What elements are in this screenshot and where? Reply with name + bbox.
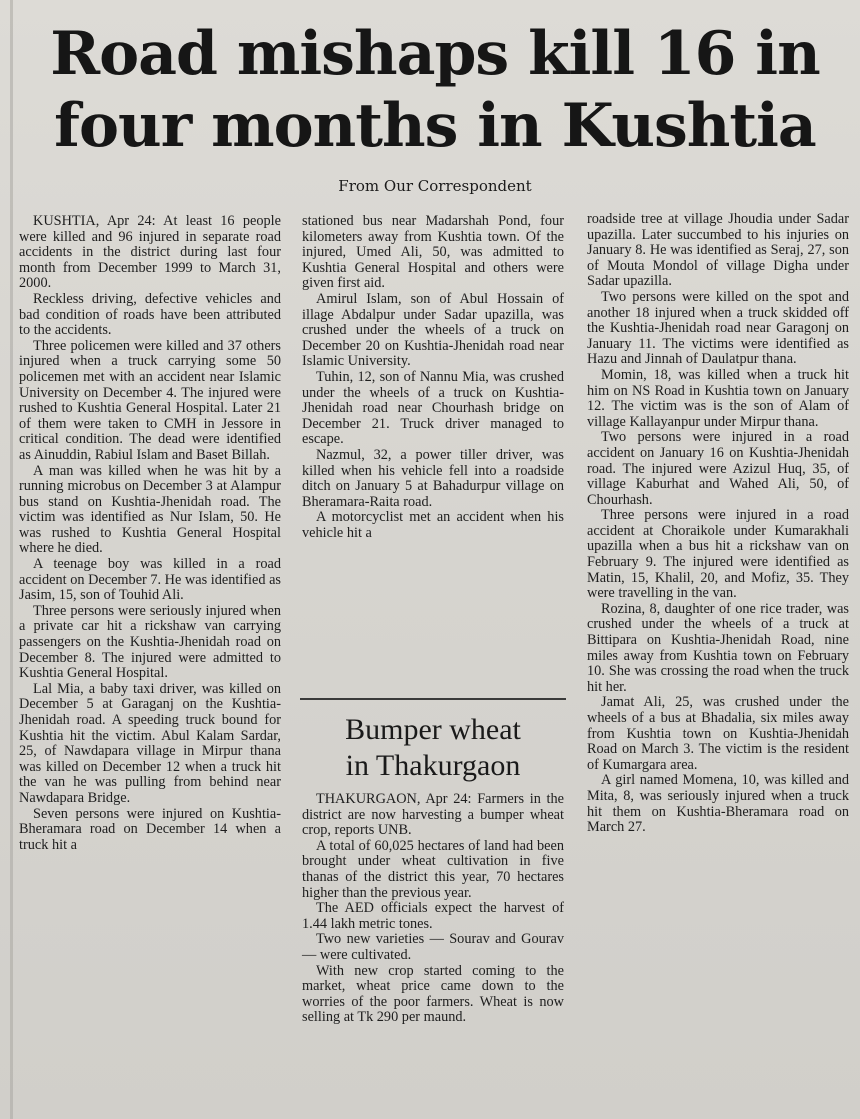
article-column-2 xyxy=(302,214,564,541)
paragraph: Two new varieties — Sourav and Gourav — were cultivated. xyxy=(302,931,564,963)
paragraph: A girl named Momena, 10, was killed and Mita, 8, was seriously injured when a truck hit them on Kushtia-Bheramara road on March 27. xyxy=(587,772,849,836)
sub-headline-line-2: in Thakurgaon xyxy=(345,749,521,782)
article-column-1 xyxy=(19,214,281,853)
page-fold-shadow xyxy=(10,0,13,1119)
paragraph: roadside tree at village Jhoudia under Sadar upazilla. Later succumbed to his injuries on January 8. He was identified as Seraj, 27, son of Mouta Mondol of village Digha under Sadar upazilla. xyxy=(587,211,849,290)
paragraph: The AED officials expect the harvest of 1.44 lakh metric tones. xyxy=(302,900,564,932)
paragraph: Tuhin, 12, son of Nannu Mia, was crushed under the wheels of a truck on Kushtia-Jhenidah road near Chourhash bridge on December 21. Truck driver managed to escape. xyxy=(302,368,564,448)
paragraph: Momin, 18, was killed when a truck hit him on NS Road in Kushtia town on January 12. The victim was is the son of Alam of village Kallayanpur under Mirpur thana. xyxy=(587,366,849,430)
sub-article-headline xyxy=(300,712,566,784)
paragraph: Three policemen were killed and 37 others injured when a truck carrying some 50 policemen met with an accident near Islamic University on December 4. The injured were rushed to Kushtia General Hospital. Later 21 of them were taken to CMH in Jessore in critical condition. The dead were identified as Ainuddin, Rabiul Islam and Baset Billah. xyxy=(19,337,281,463)
paragraph: Three persons were seriously injured when a private car hit a rickshaw van carrying passengers on the Kushtia-Jhenidah road on December 8. The injured were admitted to Kushtia General Hospital. xyxy=(19,602,281,682)
sub-headline-line-1: Bumper wheat xyxy=(345,713,521,746)
paragraph: Seven persons were injured on Kushtia-Bheramara road on December 14 when a truck hit a xyxy=(19,805,281,853)
paragraph: Two persons were killed on the spot and another 18 injured when a truck skidded off the Kushtia-Jhenidah road near Garagonj on January 11. The victims were identified as Hazu and Jinnah of Daulatpur thana. xyxy=(587,288,849,368)
paragraph: A motorcyclist met an accident when his vehicle hit a xyxy=(302,509,564,541)
paragraph: Rozina, 8, daughter of one rice trader, was crushed under the wheels of a truck at Bittipara on Kushtia-Jhenidah Road, nine miles away from Kushtia town on February 10. She was crossing the road when the truck hit her. xyxy=(587,600,849,695)
paragraph: A total of 60,025 hectares of land had been brought under wheat cultivation in five thanas of the district this year, 70 hectares higher than the previous year. xyxy=(302,837,564,901)
paragraph: With new crop started coming to the market, wheat price came down to the worries of the poor farmers. Wheat is now selling at Tk 290 per maund. xyxy=(302,962,564,1026)
headline-line-1: Road mishaps kill 16 in xyxy=(50,19,820,89)
paragraph: Reckless driving, defective vehicles and bad condition of roads have been attributed to the accidents. xyxy=(19,290,281,339)
paragraph: THAKURGAON, Apr 24: Farmers in the district are now harvesting a bumper wheat crop, reports UNB. xyxy=(302,791,564,839)
paragraph: Lal Mia, a baby taxi driver, was killed on December 5 at Garaganj on the Kushtia-Jhenidah road. A speeding truck bound for Kushtia hit the victim. Abul Kalam Sardar, 25, of Nawdapara village in Mirpur thana was killed on December 12 when a truck hit the van he was pulling from behind near Nawdapara Bridge. xyxy=(19,680,281,806)
paragraph: A man was killed when he was hit by a running microbus on December 3 at Alampur bus stand on Kushtia-Jhenidah road. The victim was identified as Nur Islam, 50. He was rushed to Kushtia General Hospital where he died. xyxy=(19,462,281,557)
paragraph: KUSHTIA, Apr 24: At least 16 people were killed and 96 injured in separate road accidents in the district during last four month from December 1999 to March 31, 2000. xyxy=(19,213,281,292)
paragraph: Amirul Islam, son of Abul Hossain of illage Abdalpur under Sadar upazilla, was crushed under the wheels of a truck on December 20 on Kushtia-Jhenidah road near Islamic University. xyxy=(302,290,564,370)
headline-line-2: four months in Kushtia xyxy=(54,91,816,161)
sub-article-body xyxy=(302,792,564,1026)
paragraph: Three persons were injured in a road accident at Choraikole under Kumarakhali upazilla when a bus hit a rickshaw van on February 9. The injured were identified as Matin, 15, Khalil, 20, and Mofiz, 35. They were travelling in the van. xyxy=(587,507,849,602)
article-column-3 xyxy=(587,212,849,836)
paragraph: A teenage boy was killed in a road accident on December 7. He was identified as Jasim, 15, son of Touhid Ali. xyxy=(19,556,282,604)
section-divider xyxy=(300,698,566,700)
paragraph: Nazmul, 32, a power tiller driver, was killed when his vehicle fell into a roadside ditch on January 5 at Bahadurpur village on Bheramara-Raita road. xyxy=(302,446,564,510)
byline: From Our Correspondent xyxy=(338,177,532,195)
paragraph: Jamat Ali, 25, was crushed under the wheels of a bus at Bhadalia, six miles away from Kushtia town on Kushtia-Jhenidah Road on March 3. The victim is the resident of Kumargara area. xyxy=(587,694,849,773)
paragraph: stationed bus near Madarshah Pond, four kilometers away from Kushtia town. Of the injured, Umed Ali, 50, was admitted to Kushtia General Hospital and others were given first aid. xyxy=(302,213,564,292)
paragraph: Two persons were injured in a road accident on January 16 on Kushtia-Jhenidah road. The injured were Azizul Huq, 35, of village Kaburhat and Wahed Ali, 50, of Chourhash. xyxy=(587,429,849,508)
headline xyxy=(20,18,850,162)
